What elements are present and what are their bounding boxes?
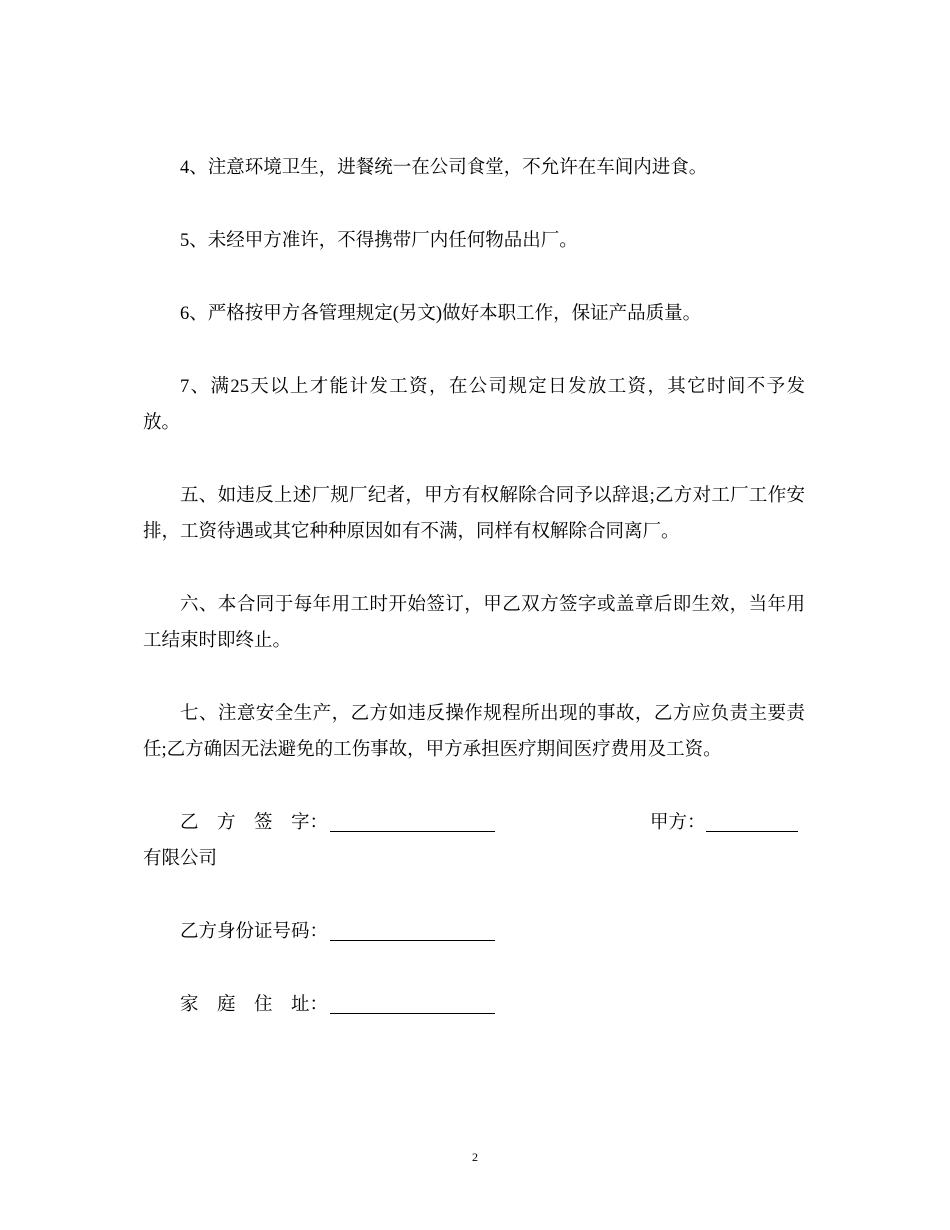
section-seven-line-2: 任;乙方确因无法避免的工伤事故，甲方承担医疗期间医疗费用及工资。 bbox=[143, 740, 722, 760]
section-six-line-1: 六、本合同于每年用工时开始签订，甲乙双方签字或盖章后即生效，当年用 bbox=[180, 595, 805, 615]
party-a-company-suffix: 有限公司 bbox=[143, 849, 218, 869]
home-address-label: 家 庭 住 址： bbox=[180, 995, 329, 1015]
section-seven bbox=[143, 696, 805, 768]
home-address-blank bbox=[330, 987, 495, 1014]
party-b-id-line bbox=[143, 914, 805, 950]
party-b-id-blank bbox=[330, 914, 495, 941]
signature-line bbox=[143, 805, 805, 841]
contract-body bbox=[143, 150, 805, 1060]
section-five bbox=[143, 478, 805, 550]
clause-4 bbox=[143, 150, 805, 186]
home-address-row bbox=[143, 987, 805, 1023]
clause-4-line-1: 4、注意环境卫生，进餐统一在公司食堂，不允许在车间内进食。 bbox=[180, 158, 708, 178]
section-seven-line-1: 七、注意安全生产，乙方如违反操作规程所出现的事故，乙方应负责主要责 bbox=[180, 704, 805, 724]
party-a-name-blank bbox=[706, 805, 798, 832]
clause-5-line-1: 5、未经甲方准许，不得携带厂内任何物品出厂。 bbox=[180, 231, 578, 251]
clause-6-line-1: 6、严格按甲方各管理规定(另文)做好本职工作，保证产品质量。 bbox=[180, 304, 702, 324]
party-b-signature-blank bbox=[330, 805, 495, 832]
home-address-line bbox=[143, 987, 805, 1023]
clause-7 bbox=[143, 369, 805, 441]
party-b-id-row bbox=[143, 914, 805, 950]
signature-row bbox=[143, 805, 805, 877]
clause-6 bbox=[143, 296, 805, 332]
party-a-label: 甲方： bbox=[650, 813, 706, 833]
party-b-signature-label: 乙 方 签 字： bbox=[180, 813, 329, 833]
clause-7-line-2: 放。 bbox=[143, 413, 181, 433]
clause-5 bbox=[143, 223, 805, 259]
section-five-line-1: 五、如违反上述厂规厂纪者，甲方有权解除合同予以辞退;乙方对工厂工作安 bbox=[180, 486, 805, 506]
page-number: 2 bbox=[472, 1150, 478, 1164]
section-six-line-2: 工结束时即终止。 bbox=[143, 631, 292, 651]
party-b-id-label: 乙方身份证号码： bbox=[180, 922, 329, 942]
clause-7-line-1: 7、满25天以上才能计发工资，在公司规定日发放工资，其它时间不予发 bbox=[180, 377, 805, 397]
section-five-line-2: 排，工资待遇或其它种种原因如有不满，同样有权解除合同离厂。 bbox=[143, 522, 680, 542]
section-six bbox=[143, 587, 805, 659]
